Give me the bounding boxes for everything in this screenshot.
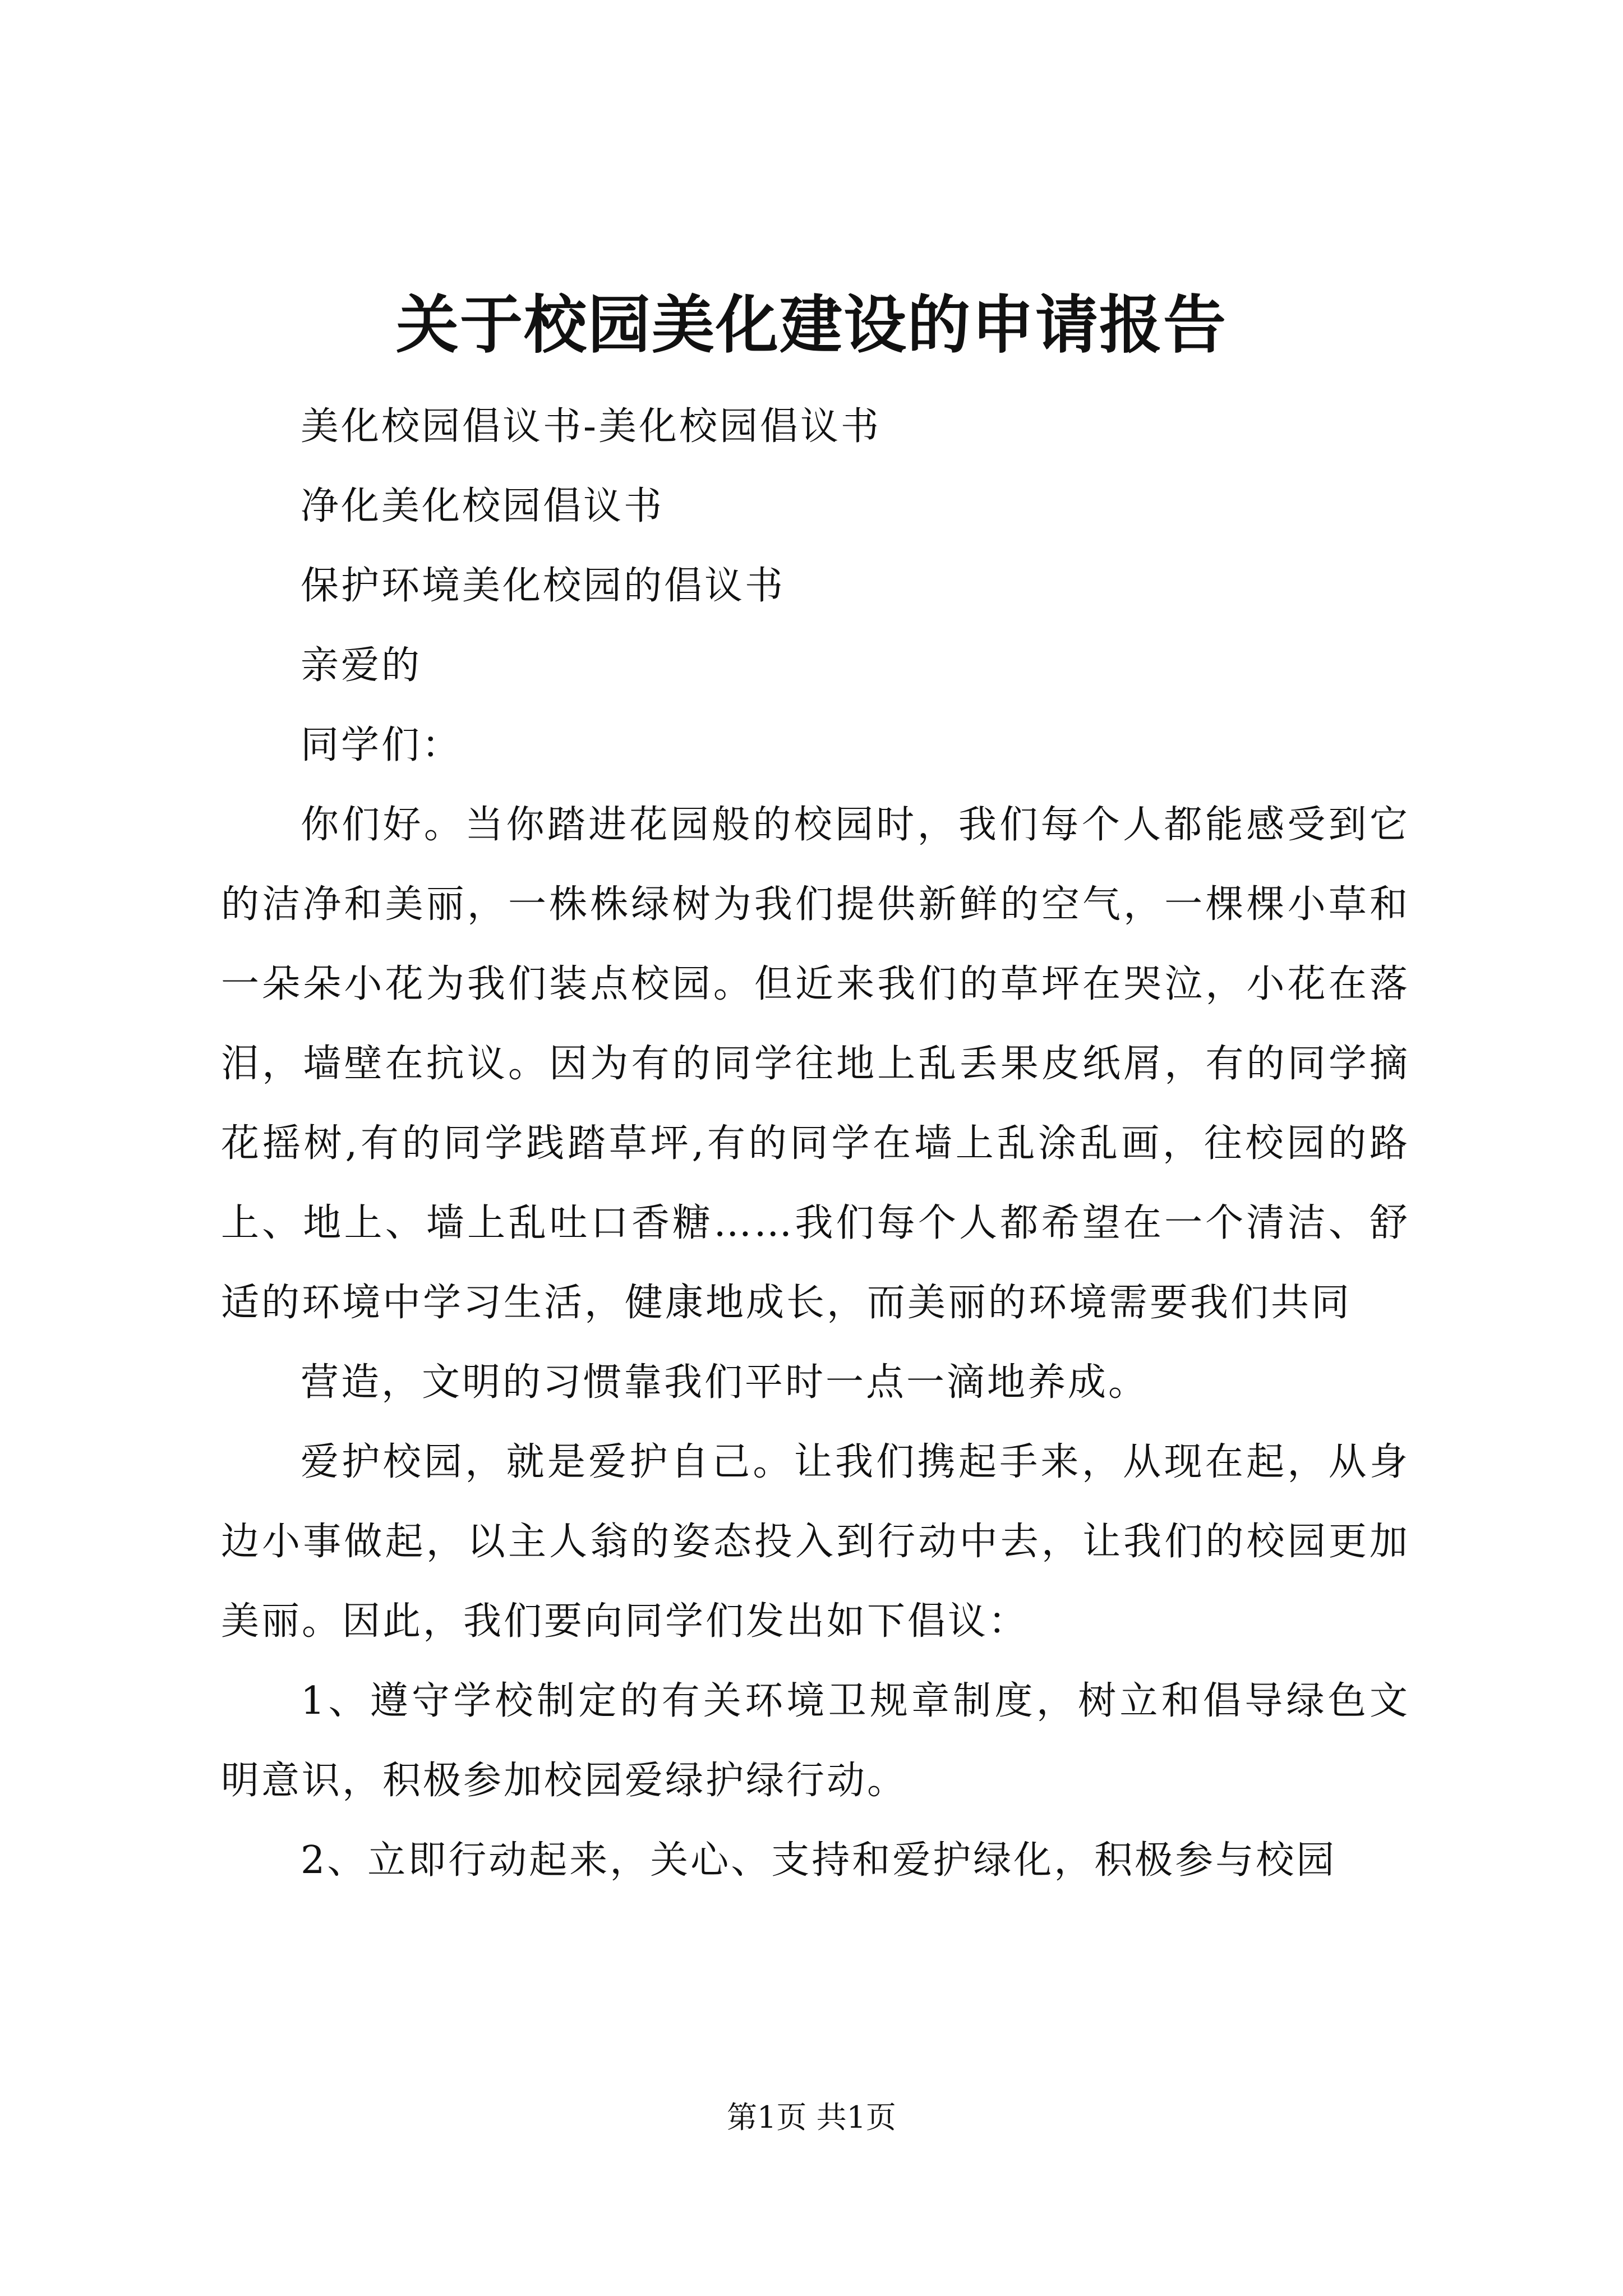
paragraph: 保护环境美化校园的倡议书 (301, 564, 786, 608)
document-title: 关于校园美化建设的申请报告 (396, 288, 1227, 362)
paragraph: 1、遵守学校制定的有关环境卫规章制度，树立和倡导绿色文明意识，积极参加校园爱绿护绿行动。 (221, 1679, 1410, 1803)
paragraph: 亲爱的 (301, 643, 422, 688)
page-footer: 第1页 共1页 (727, 2100, 896, 2135)
paragraph: 净化美化校园倡议书 (301, 484, 665, 528)
paragraph: 营造，文明的习惯靠我们平时一点一滴地养成。 (301, 1360, 1149, 1405)
paragraph: 你们好。当你踏进花园般的校园时，我们每个人都能感受到它的洁净和美丽，一株株绿树为我们提供新鲜的空气，一棵棵小草和一朵朵小花为我们装点校园。但近来我们的草坪在哭泣，小花在落泪，墙壁在抗议。因为有的同学往地上乱丢果皮纸屑，有的同学摘花摇树,有的同学践踏草坪,有的同学在墙上乱涂乱画，往校园的路上、地上、墙上乱吐口香糖……我们每个人都希望在一个清洁、舒适的环境中学习生活，健康地成长，而美丽的环境需要我们共同 (221, 803, 1410, 1325)
paragraph: 同学们： (301, 723, 463, 767)
paragraph: 美化校园倡议书-美化校园倡议书 (301, 404, 881, 449)
document-body (221, 387, 1410, 1901)
paragraph: 爱护校园，就是爱护自己。让我们携起手来，从现在起，从身边小事做起，以主人翁的姿态投入到行动中去，让我们的校园更加美丽。因此，我们要向同学们发出如下倡议： (221, 1440, 1410, 1644)
paragraph: 2、立即行动起来，关心、支持和爱护绿化，积极参与校园 (301, 1838, 1337, 1883)
